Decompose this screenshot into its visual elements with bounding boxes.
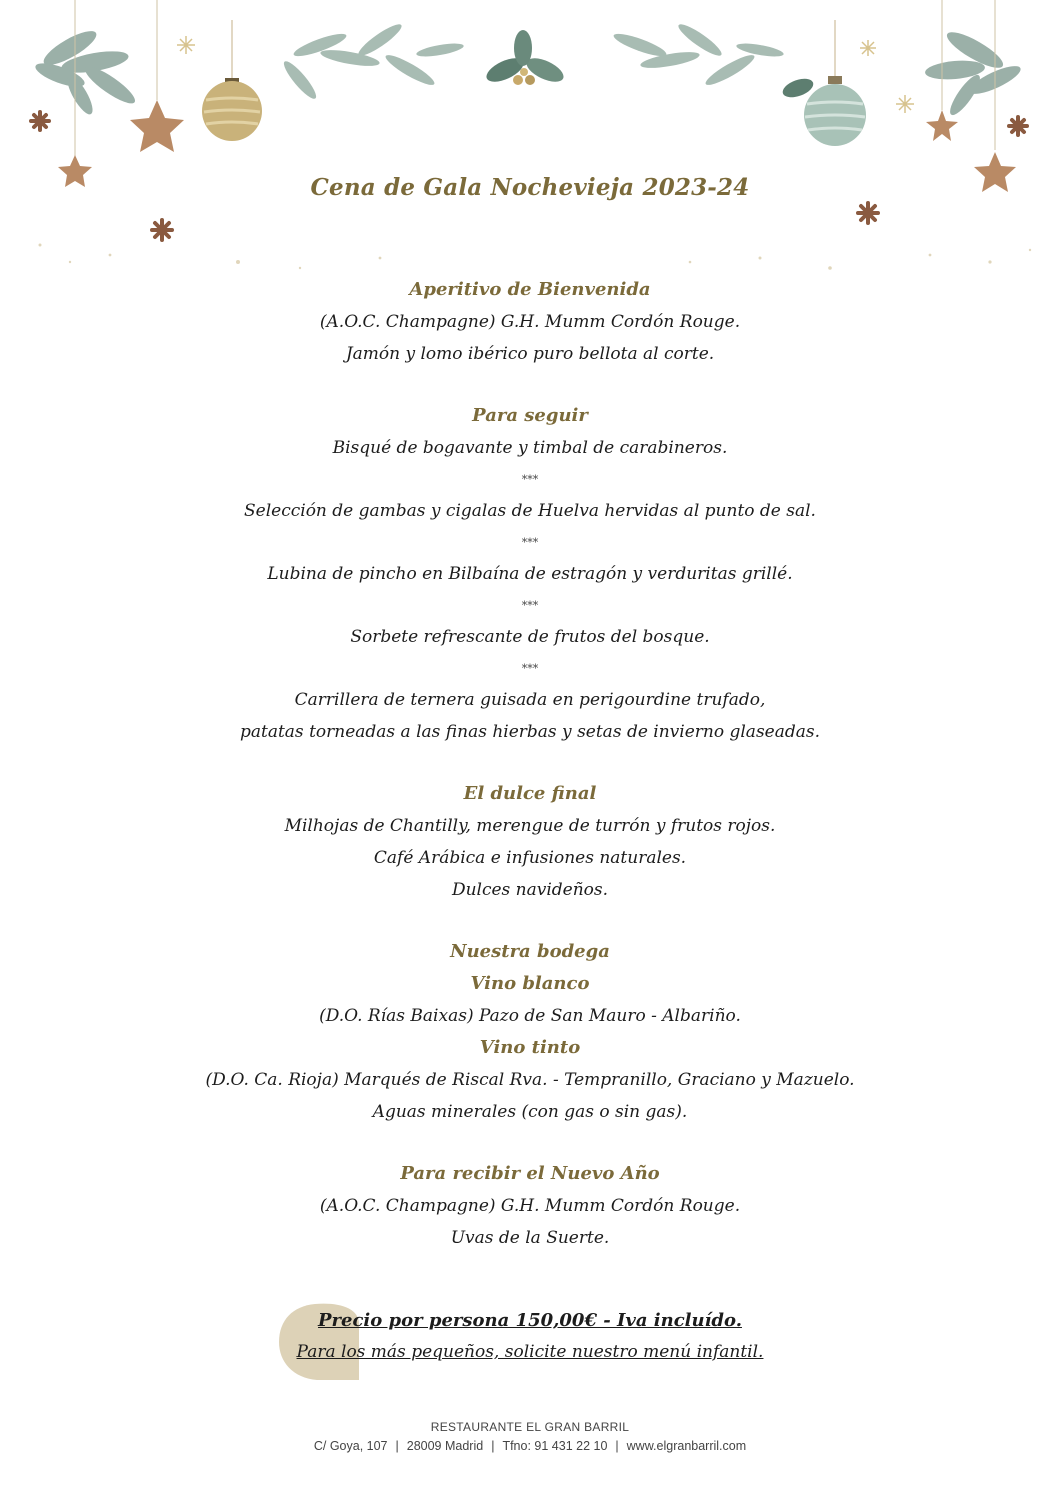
mint-ornament-icon: [780, 20, 866, 146]
subsection-heading-vino-tinto: Vino tinto: [479, 1037, 581, 1058]
holly-icon: [483, 30, 567, 87]
gold-ornament-icon: [202, 20, 262, 141]
section-heading: Nuestra bodega: [450, 941, 610, 962]
menu-item: Uvas de la Suerte.: [450, 1228, 610, 1248]
leaf-branch-icon: [612, 20, 785, 89]
section-heading: El dulce final: [463, 783, 597, 804]
menu-item: Dulces navideños.: [451, 880, 609, 900]
section-heading: Para seguir: [472, 405, 588, 426]
menu-item: Jamón y lomo ibérico puro bellota al corte.: [345, 344, 715, 364]
menu-item: Milhojas de Chantilly, merengue de turrón y frutos rojos.: [284, 816, 776, 836]
menu-item: Sorbete refrescante de frutos del bosque.: [350, 627, 710, 647]
menu-item: (A.O.C. Champagne) G.H. Mumm Cordón Rouge.: [319, 312, 741, 332]
section-heading: Para recibir el Nuevo Año: [400, 1163, 660, 1184]
christmas-garland-decoration: [0, 0, 1060, 290]
divider: |: [395, 1439, 399, 1453]
leaf-branch-icon: [924, 26, 1023, 118]
section-heading: Aperitivo de Bienvenida: [409, 279, 651, 300]
price-per-person: Precio por persona 150,00€ - Iva incluído.: [318, 1310, 742, 1331]
wine-item: (D.O. Ca. Rioja) Marqués de Riscal Rva. - Tempranillo, Graciano y Mazuelo.: [205, 1070, 855, 1090]
pricing-block: [0, 1306, 1060, 1368]
section-nuevo-ano: [0, 1158, 1060, 1254]
contact-line: [0, 1436, 1060, 1456]
phone-number: Tfno: 91 431 22 10: [502, 1439, 608, 1453]
menu-item: patatas torneadas a las finas hierbas y setas de invierno glaseadas.: [239, 722, 821, 742]
menu-item: Lubina de pincho en Bilbaína de estragón y verduritas grillé.: [267, 564, 793, 584]
menu-body: [0, 274, 1060, 1254]
menu-item: Café Arábica e infusiones naturales.: [373, 848, 687, 868]
kids-menu-note: Para los más pequeños, solicite nuestro menú infantil.: [296, 1342, 764, 1362]
section-aperitivo: [0, 274, 1060, 370]
restaurant-name: RESTAURANTE EL GRAN BARRIL: [430, 1420, 630, 1434]
leaf-branch-icon: [33, 25, 139, 117]
city: 28009 Madrid: [406, 1439, 484, 1453]
section-dulce-final: [0, 778, 1060, 906]
menu-item: Selección de gambas y cigalas de Huelva hervidas al punto de sal.: [244, 501, 816, 521]
leaf-branch-icon: [280, 20, 465, 102]
dish-separator: ***: [521, 536, 539, 549]
section-para-seguir: [0, 400, 1060, 748]
wine-item: (D.O. Rías Baixas) Pazo de San Mauro - Albariño.: [319, 1006, 741, 1026]
street-address: C/ Goya, 107: [313, 1439, 388, 1453]
dish-separator: ***: [521, 473, 539, 486]
dish-separator: ***: [521, 662, 539, 675]
divider: |: [491, 1439, 495, 1453]
menu-item: Aguas minerales (con gas o sin gas).: [372, 1102, 688, 1122]
footer: [0, 1418, 1060, 1456]
dish-separator: ***: [521, 599, 539, 612]
page-title: Cena de Gala Nochevieja 2023-24: [310, 174, 750, 201]
website-link[interactable]: www.elgranbarril.com: [626, 1439, 747, 1453]
menu-item: Carrillera de ternera guisada en perigourdine trufado,: [294, 690, 766, 710]
section-bodega: [0, 936, 1060, 1128]
subsection-heading-vino-blanco: Vino blanco: [470, 973, 590, 994]
menu-item: (A.O.C. Champagne) G.H. Mumm Cordón Rouge.: [319, 1196, 741, 1216]
menu-item: Bisqué de bogavante y timbal de carabineros.: [332, 438, 728, 458]
divider: |: [615, 1439, 619, 1453]
